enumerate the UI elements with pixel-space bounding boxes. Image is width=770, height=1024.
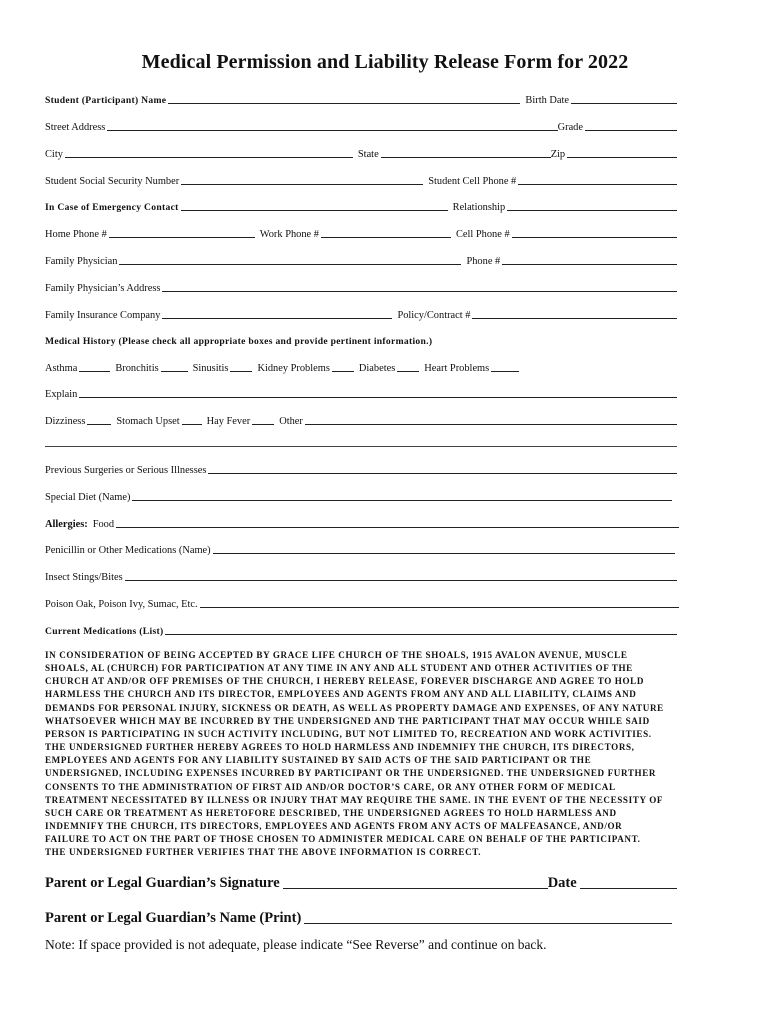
consent-line: PERSON IS PARTICIPATING IN SUCH ACTIVITY INCLUDING, BUT NOT LIMITED TO, RECREATION AND WORK ACTIVITIES. — [45, 728, 652, 739]
row-poison — [45, 596, 679, 610]
row-signature — [45, 872, 677, 892]
row-phones — [45, 226, 677, 240]
bronchitis-field[interactable] — [161, 361, 188, 372]
row-current-meds — [45, 623, 677, 637]
student-cell-field[interactable] — [518, 174, 677, 185]
signature-date-label: Date — [547, 875, 577, 891]
emergency-contact-label: In Case of Emergency Contact — [45, 202, 179, 213]
work-phone-field[interactable] — [321, 227, 451, 238]
kidney-label: Kidney Problems — [257, 363, 330, 374]
form-title: Medical Permission and Liability Release Form for 2022 — [141, 51, 629, 73]
guardian-name-field[interactable] — [304, 909, 672, 924]
student-name-field[interactable] — [168, 93, 520, 104]
dizziness-field[interactable] — [87, 414, 111, 425]
state-field[interactable] — [381, 147, 551, 158]
state-label: State — [357, 149, 379, 160]
physician-phone-field[interactable] — [502, 254, 677, 265]
stomach-field[interactable] — [182, 414, 202, 425]
diet-field[interactable] — [132, 490, 672, 501]
physician-address-field[interactable] — [162, 281, 677, 292]
consent-line: SHOALS, AL (CHURCH) FOR PARTICIPATION AT ANY TIME IN ANY AND ALL STUDENT AND OTHER ACTIVITIES OF THE — [45, 663, 633, 674]
other-label: Other — [279, 416, 303, 427]
work-phone-label: Work Phone # — [259, 229, 319, 240]
penicillin-label: Penicillin or Other Medications (Name) — [45, 545, 211, 556]
explain-field[interactable] — [79, 387, 677, 398]
ssn-field[interactable] — [181, 174, 423, 185]
row-printed-name — [45, 907, 672, 927]
row-diet — [45, 489, 672, 503]
dizziness-label: Dizziness — [45, 416, 86, 427]
row-insurance — [45, 307, 677, 321]
cell-phone-field[interactable] — [512, 227, 677, 238]
row-city — [45, 146, 677, 160]
stomach-label: Stomach Upset — [116, 416, 180, 427]
other-field[interactable] — [305, 414, 677, 425]
birth-date-label: Birth Date — [525, 95, 569, 106]
insurance-label: Family Insurance Company — [45, 310, 161, 321]
row-medical-history-heading — [45, 333, 677, 347]
home-phone-field[interactable] — [109, 227, 255, 238]
city-field[interactable] — [65, 147, 353, 158]
relationship-label: Relationship — [452, 202, 506, 213]
footer-note: Note: If space provided is not adequate, please indicate “See Reverse” and continue on back. — [45, 937, 547, 952]
consent-line: IN CONSIDERATION OF BEING ACCEPTED BY GRACE LIFE CHURCH OF THE SHOALS, 1915 AVALON AVENUE, MUSCLE — [45, 650, 628, 660]
diet-label: Special Diet (Name) — [45, 492, 131, 503]
row-street — [45, 119, 677, 133]
row-ssn — [45, 173, 677, 187]
street-field[interactable] — [107, 120, 557, 131]
row-student-name — [45, 92, 677, 106]
student-cell-label: Student Cell Phone # — [428, 176, 517, 187]
current-meds-field[interactable] — [165, 624, 677, 635]
consent-line: CONSENTS TO THE ADMINISTRATION OF FIRST AID AND/OR DOCTOR’S CARE, OR ANY OTHER FORM OF MEDICAL — [45, 781, 616, 792]
hay-fever-label: Hay Fever — [206, 416, 251, 427]
consent-line: THE UNDERSIGNED FURTHER VERIFIES THAT THE ABOVE INFORMATION IS CORRECT. — [45, 847, 482, 858]
medical-history-heading: Medical History (Please check all appropriate boxes and provide pertinent information.) — [45, 336, 433, 347]
grade-field[interactable] — [585, 120, 677, 131]
student-name-label: Student (Participant) Name — [45, 95, 167, 106]
city-label: City — [45, 149, 63, 160]
consent-line: SUCH CARE OR TREATMENT AS HERETOFORE DESCRIBED, THE UNDERSIGNED AGREES TO HOLD HARMLESS AND — [45, 807, 617, 818]
physician-field[interactable] — [119, 254, 461, 265]
street-label: Street Address — [45, 122, 106, 133]
row-emergency — [45, 199, 677, 213]
policy-label: Policy/Contract # — [397, 310, 471, 321]
row-surgeries — [45, 462, 677, 476]
row-conditions-2 — [45, 413, 677, 427]
row-penicillin — [45, 542, 675, 556]
current-meds-label: Current Medications (List) — [45, 626, 164, 637]
sinusitis-field[interactable] — [230, 361, 252, 372]
blank-line[interactable] — [45, 446, 677, 447]
penicillin-field[interactable] — [213, 543, 675, 554]
physician-label: Family Physician — [45, 256, 118, 267]
guardian-name-label: Parent or Legal Guardian’s Name (Print) — [45, 910, 302, 926]
signature-date-field[interactable] — [580, 874, 677, 889]
consent-paragraph — [45, 649, 750, 860]
consent-line: THE UNDERSIGNED FURTHER HEREBY AGREES TO HOLD HARMLESS AND INDEMNIFY THE CHURCH, ITS DIRECTORS, — [45, 742, 635, 753]
diabetes-field[interactable] — [397, 361, 419, 372]
ssn-label: Student Social Security Number — [45, 176, 180, 187]
kidney-field[interactable] — [332, 361, 354, 372]
row-allergies — [45, 516, 679, 530]
heart-label: Heart Problems — [424, 363, 490, 374]
sinusitis-label: Sinusitis — [192, 363, 229, 374]
consent-line: HARMLESS THE CHURCH AND ITS DIRECTOR, EMPLOYEES AND AGENTS FROM ANY AND ALL LIABILITY, CLAIMS AND — [45, 689, 637, 700]
row-physician-address — [45, 280, 677, 294]
heart-field[interactable] — [491, 361, 519, 372]
physician-phone-label: Phone # — [466, 256, 501, 267]
asthma-field[interactable] — [79, 361, 110, 372]
poison-label: Poison Oak, Poison Ivy, Sumac, Etc. — [45, 599, 198, 610]
explain-label: Explain — [45, 389, 78, 400]
insurance-field[interactable] — [162, 308, 392, 319]
surgeries-label: Previous Surgeries or Serious Illnesses — [45, 465, 207, 476]
insect-field[interactable] — [125, 570, 677, 581]
hay-fever-field[interactable] — [252, 414, 274, 425]
consent-line: INDEMNIFY THE CHURCH, ITS DIRECTORS, EMPLOYEES AND AGENTS FROM ANY ACTS OF MALFEASANCE, AND/OR — [45, 821, 623, 832]
row-insect — [45, 569, 677, 583]
zip-label: Zip — [550, 149, 566, 160]
food-label: Food — [92, 519, 115, 530]
surgeries-field[interactable] — [208, 463, 677, 474]
policy-field[interactable] — [472, 308, 677, 319]
guardian-signature-field[interactable] — [283, 874, 548, 889]
zip-field[interactable] — [567, 147, 677, 158]
insect-label: Insect Stings/Bites — [45, 572, 123, 583]
home-phone-label: Home Phone # — [45, 229, 107, 240]
asthma-label: Asthma — [45, 363, 78, 374]
cell-phone-label: Cell Phone # — [455, 229, 510, 240]
consent-line: TREATMENT NECESSITATED BY ILLNESS OR INJURY THAT MAY REQUIRE THE SAME. IN THE EVENT OF THE NECESSITY OF — [45, 794, 664, 805]
physician-address-label: Family Physician’s Address — [45, 283, 161, 294]
guardian-signature-label: Parent or Legal Guardian’s Signature — [45, 875, 280, 891]
row-physician — [45, 253, 677, 267]
diabetes-label: Diabetes — [358, 363, 396, 374]
consent-line: WHATSOEVER WHICH MAY BE INCURRED BY THE UNDERSIGNED AND THE PARTICIPANT THAT MAY OCCUR WHILE SAID — [45, 715, 650, 726]
allergies-label: Allergies: — [45, 519, 88, 530]
relationship-field[interactable] — [507, 200, 677, 211]
consent-line: CHURCH AT AND/OR OFF PREMISES OF THE CHURCH, I HEREBY RELEASE, FOREVER DISCHARGE AND AGREE TO HOLD — [45, 676, 645, 687]
consent-line: FAILURE TO ACT ON THE PART OF THOSE CHOSEN TO ADMINISTER MEDICAL CARE ON BEHALF OF THE PARTICIPANT. — [45, 834, 641, 845]
consent-line: EMPLOYEES AND AGENTS FOR ANY LIABILITY SUSTAINED BY SAID ACTS OF THE SAID PARTICIPANT OR THE — [45, 755, 592, 766]
consent-line: UNDERSIGNED, INCLUDING EXPENSES INCURRED BY PARTICIPANT OR THE UNDERSIGNED. THE UNDERSIGNED FURTHER — [45, 768, 657, 779]
bronchitis-label: Bronchitis — [115, 363, 159, 374]
food-allergy-field[interactable] — [116, 517, 679, 528]
poison-field[interactable] — [200, 597, 679, 608]
birth-date-field[interactable] — [571, 93, 677, 104]
grade-label: Grade — [557, 122, 583, 133]
row-explain — [45, 386, 677, 400]
consent-line: DEMANDS FOR PERSONAL INJURY, SICKNESS OR DEATH, AS WELL AS PROPERTY DAMAGE AND EXPENSES, OF ANY NATURE — [45, 702, 664, 713]
row-conditions-1 — [45, 360, 677, 374]
emergency-contact-field[interactable] — [181, 200, 448, 211]
